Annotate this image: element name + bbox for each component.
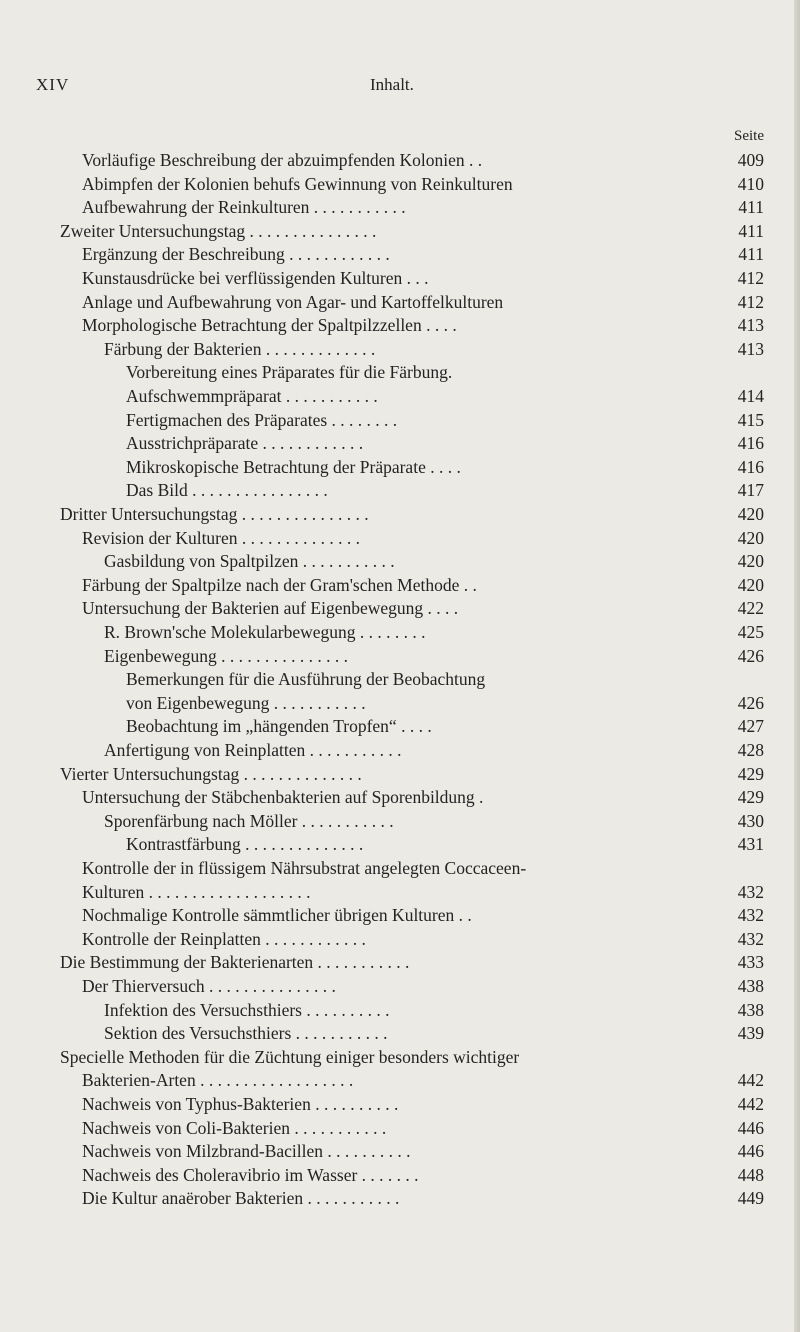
toc-entry-title: Kontrolle der Reinplatten . . . . . . . . . . . . xyxy=(82,928,366,949)
toc-entry-page: 438 xyxy=(737,976,764,996)
toc-entry-title: Ergänzung der Beschreibung . . . . . . . . . . . . xyxy=(82,244,390,265)
toc-entry-title: Zweiter Untersuchungstag . . . . . . . . . . . . . . . xyxy=(60,220,377,241)
toc-entry-title: Nachweis von Milzbrand-Bacillen . . . . . . . . . . xyxy=(82,1141,411,1162)
toc-entry-title: Anlage und Aufbewahrung von Agar- und Kartoffelkulturen xyxy=(82,291,504,312)
toc-entry xyxy=(0,974,800,998)
toc-entry xyxy=(0,998,800,1022)
toc-entry xyxy=(0,1163,800,1187)
toc-entry-title: Der Thierversuch . . . . . . . . . . . . . . . xyxy=(82,976,336,996)
toc-entry-title: Das Bild . . . . . . . . . . . . . . . . xyxy=(126,480,328,501)
toc-entry xyxy=(0,1116,800,1140)
toc-entry-page: 433 xyxy=(737,952,764,973)
toc-entry-page: 420 xyxy=(737,574,764,595)
toc-entry-title: Die Kultur anaërober Bakterien . . . . . . . . . . . xyxy=(82,1188,400,1209)
toc-entry-title: Färbung der Bakterien . . . . . . . . . . . . . xyxy=(104,338,376,359)
toc-entry-title: Eigenbewegung . . . . . . . . . . . . . . . xyxy=(104,645,348,666)
toc-entry-page: 413 xyxy=(737,338,764,359)
toc-entry xyxy=(0,785,800,809)
toc-entry-title: Aufbewahrung der Reinkulturen . . . . . . . . . . . xyxy=(82,197,406,218)
toc-entry-title: Specielle Methoden für die Züchtung einiger besonders wichtiger xyxy=(60,1046,520,1067)
toc-entry-title: Beobachtung im „hängenden Tropfen“ . . . . xyxy=(126,716,432,737)
toc-entry-page: 430 xyxy=(737,810,764,831)
toc-entry-title: Anfertigung von Reinplatten . . . . . . . . . . . xyxy=(104,740,402,760)
toc-entry-title: Untersuchung der Bakterien auf Eigenbewegung . . . . xyxy=(82,598,459,619)
toc-entry-title: Nachweis von Typhus-Bakterien . . . . . . . . . . xyxy=(82,1094,399,1114)
toc-entry xyxy=(0,478,800,502)
toc-entry xyxy=(0,691,800,715)
toc-entry-title: Nachweis von Coli-Bakterien . . . . . . . . . . . xyxy=(82,1117,387,1138)
toc-entry xyxy=(0,526,800,550)
toc-entry-page: 420 xyxy=(737,527,764,548)
toc-entry xyxy=(0,1186,800,1210)
toc-entry-title: Vierter Untersuchungstag . . . . . . . . . . . . . . xyxy=(60,763,362,784)
toc-entry-page: 448 xyxy=(737,1164,764,1185)
toc-entry-title: Kulturen . . . . . . . . . . . . . . . . . . . xyxy=(82,881,311,902)
toc-entry-page: 432 xyxy=(737,928,764,949)
toc-entry xyxy=(0,1092,800,1116)
toc-entry-page: 415 xyxy=(737,409,764,430)
toc-entry-page: 412 xyxy=(737,291,764,312)
toc-entry xyxy=(0,242,800,266)
toc-entry xyxy=(0,880,800,904)
toc-entry-page: 411 xyxy=(738,244,764,265)
toc-entry xyxy=(0,596,800,620)
toc-entry xyxy=(0,927,800,951)
toc-entry xyxy=(0,266,800,290)
toc-entry-page: 426 xyxy=(737,692,764,713)
toc-entry-title: Nachweis des Choleravibrio im Wasser . . . . . . . xyxy=(82,1164,419,1185)
toc-entry xyxy=(0,644,800,668)
toc-entry xyxy=(0,431,800,455)
toc-entry-title: Abimpfen der Kolonien behufs Gewinnung von Reinkulturen xyxy=(82,173,513,194)
toc-entry-title: Fertigmachen des Präparates . . . . . . . . xyxy=(126,409,398,430)
toc-entry-title: Mikroskopische Betrachtung der Präparate . . . . xyxy=(126,456,461,477)
toc-entry-page: 410 xyxy=(737,173,764,194)
toc-entry-page: 414 xyxy=(737,386,764,406)
toc-entry-page: 409 xyxy=(737,150,764,170)
toc-entry-title: Kontrolle der in flüssigem Nährsubstrat angelegten Coccaceen- xyxy=(82,858,527,878)
toc-entry-page: 413 xyxy=(737,315,764,336)
toc-entry-title: Bemerkungen für die Ausführung der Beobachtung xyxy=(126,669,486,690)
toc-entry-title: Färbung der Spaltpilze nach der Gram'schen Methode . . xyxy=(82,574,477,595)
toc-entry-title: Revision der Kulturen . . . . . . . . . . . . . . xyxy=(82,527,361,548)
page-column-heading: Seite xyxy=(734,128,764,144)
toc-entry xyxy=(0,408,800,432)
toc-entry-title: von Eigenbewegung . . . . . . . . . . . xyxy=(126,692,366,713)
toc-entry-title: Kunstausdrücke bei verflüssigenden Kulturen . . . xyxy=(82,268,429,288)
toc-entry-page: 416 xyxy=(737,433,764,454)
toc-entry-page: 426 xyxy=(737,645,764,666)
toc-entry-title: Bakterien-Arten . . . . . . . . . . . . . . . . . . xyxy=(82,1070,354,1091)
toc-entry-page: 422 xyxy=(737,598,764,619)
toc-entry xyxy=(0,1045,800,1069)
toc-entry-page: 420 xyxy=(737,504,764,524)
toc-entry-title: Infektion des Versuchsthiers . . . . . . . . . . xyxy=(104,999,390,1020)
toc-entry-page: 427 xyxy=(737,716,764,737)
toc-entry xyxy=(0,903,800,927)
toc-entry xyxy=(0,832,800,856)
toc-entry xyxy=(0,1021,800,1045)
toc-entry xyxy=(0,455,800,479)
toc-entry-page: 432 xyxy=(737,881,764,902)
toc-entry xyxy=(0,667,800,691)
toc-entry-page: 446 xyxy=(737,1141,764,1162)
toc-entry-page: 442 xyxy=(737,1070,764,1091)
toc-entry-title: Vorbereitung eines Präparates für die Färbung. xyxy=(126,362,453,383)
toc-entry-title: Dritter Untersuchungstag . . . . . . . . . . . . . . . xyxy=(60,504,369,524)
toc-entry xyxy=(0,809,800,833)
toc-entry-page: 442 xyxy=(737,1094,764,1114)
toc-entry-page: 412 xyxy=(737,268,764,288)
toc-entry-page: 429 xyxy=(737,787,764,808)
page-edge xyxy=(794,0,800,1332)
toc-entry-title: Kontrastfärbung . . . . . . . . . . . . . . xyxy=(126,834,364,855)
toc-entry-page: 446 xyxy=(737,1117,764,1138)
toc-entry-page: 432 xyxy=(737,905,764,926)
toc-entry xyxy=(0,856,800,880)
toc-entry-title: Gasbildung von Spaltpilzen . . . . . . . . . . . xyxy=(104,551,395,572)
toc-entry-title: Vorläufige Beschreibung der abzuimpfenden Kolonien . . xyxy=(82,150,483,170)
toc-entry xyxy=(0,219,800,243)
toc-entry-title: Nochmalige Kontrolle sämmtlicher übrigen Kulturen . . xyxy=(82,905,472,926)
toc-entry-page: 438 xyxy=(737,999,764,1020)
toc-entry xyxy=(0,360,800,384)
toc-entry-title: Sektion des Versuchsthiers . . . . . . . . . . . xyxy=(104,1023,388,1044)
toc-entry-page: 417 xyxy=(737,480,764,501)
toc-entry xyxy=(0,313,800,337)
toc-entry xyxy=(0,738,800,762)
toc-entry-title: Morphologische Betrachtung der Spaltpilzzellen . . . . xyxy=(82,315,457,336)
toc-entry-page: 429 xyxy=(737,763,764,784)
toc-entry-page: 420 xyxy=(737,551,764,572)
toc-entry-page: 431 xyxy=(737,834,764,855)
toc-entry xyxy=(0,714,800,738)
toc-entry xyxy=(0,762,800,786)
toc-entry xyxy=(0,620,800,644)
toc-entry-title: Aufschwemmpräparat . . . . . . . . . . . xyxy=(126,386,378,406)
page-number-roman: XIV xyxy=(36,75,70,94)
toc-entry xyxy=(0,337,800,361)
toc-entry xyxy=(0,573,800,597)
toc-entry-page: 411 xyxy=(738,220,764,241)
toc-entry-title: Sporenfärbung nach Möller . . . . . . . . . . . xyxy=(104,810,394,831)
toc-entry xyxy=(0,502,800,526)
toc-entry-title: Ausstrichpräparate . . . . . . . . . . . . xyxy=(126,433,364,454)
toc-entry-page: 416 xyxy=(737,456,764,477)
toc-entry xyxy=(0,384,800,408)
toc-entry-page: 439 xyxy=(737,1023,764,1044)
toc-entry-title: Die Bestimmung der Bakterienarten . . . . . . . . . . . xyxy=(60,952,410,973)
toc-entry-title: Untersuchung der Stäbchenbakterien auf Sporenbildung . xyxy=(82,787,484,808)
toc-entry xyxy=(0,148,800,172)
toc-entry-title: R. Brown'sche Molekularbewegung . . . . . . . . xyxy=(104,622,426,642)
toc-entry xyxy=(0,195,800,219)
toc-entry xyxy=(0,950,800,974)
toc-entry xyxy=(0,290,800,314)
toc-entry-page: 411 xyxy=(738,197,764,218)
toc-entry xyxy=(0,549,800,573)
toc-entry xyxy=(0,1068,800,1092)
toc-entry-page: 428 xyxy=(737,740,764,760)
toc-entry-page: 449 xyxy=(737,1188,764,1209)
running-header: Inhalt. xyxy=(370,75,414,94)
toc-entry xyxy=(0,172,800,196)
toc-entry-page: 425 xyxy=(737,622,764,642)
toc-entry xyxy=(0,1139,800,1163)
